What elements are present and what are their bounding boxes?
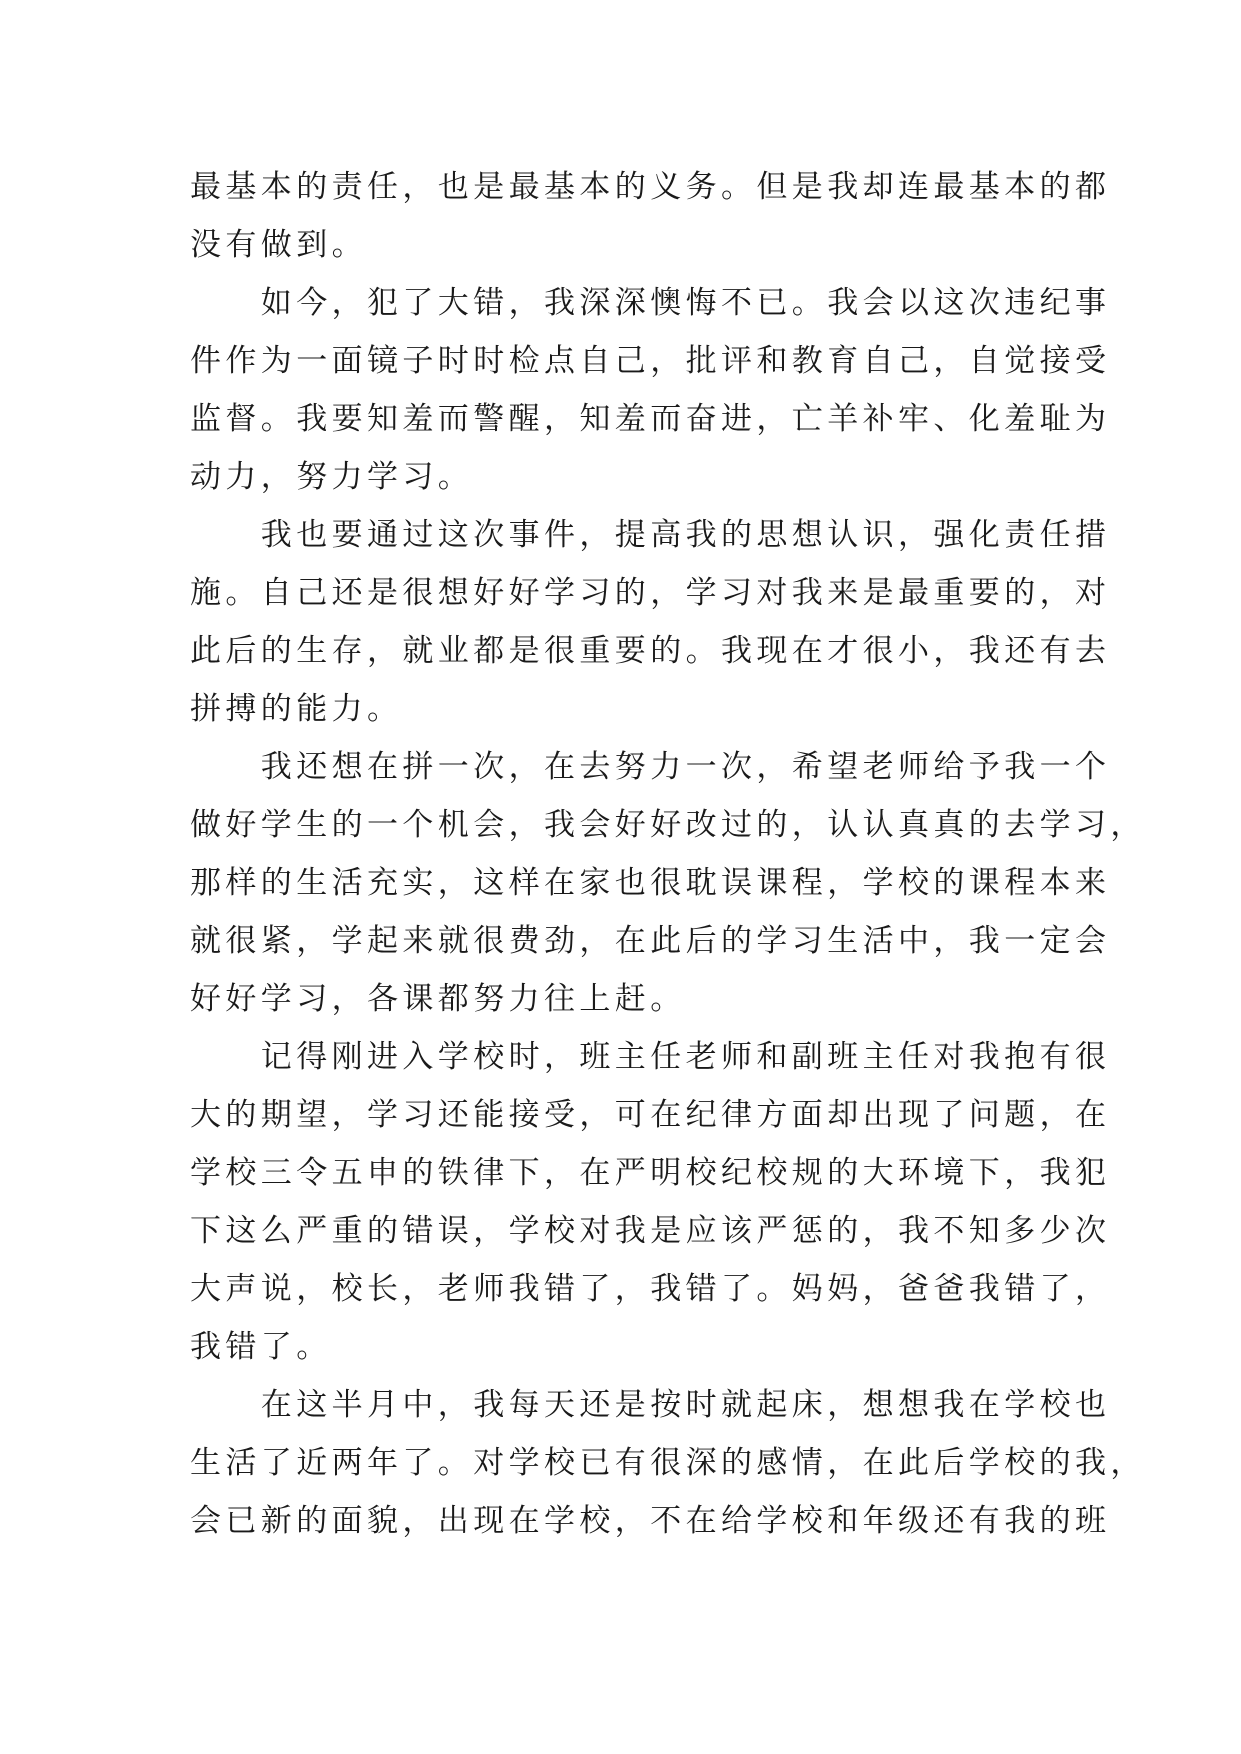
text-line: 我也要通过这次事件，提高我的思想认识，强化责任措 bbox=[190, 517, 1111, 553]
text-line: 好好学习，各课都努力往上赶。 bbox=[190, 981, 686, 1017]
text-line: 最基本的责任，也是最基本的义务。但是我却连最基本的都 bbox=[190, 169, 1111, 205]
document-body bbox=[190, 158, 1146, 1550]
text-line: 记得刚进入学校时，班主任老师和副班主任对我抱有很 bbox=[190, 1039, 1111, 1075]
text-line: 件作为一面镜子时时检点自己，批评和教育自己，自觉接受 bbox=[190, 343, 1111, 379]
text-line: 没有做到。 bbox=[190, 227, 367, 263]
text-line: 施。自己还是很想好好学习的，学习对我来是最重要的，对 bbox=[190, 575, 1111, 611]
text-line: 就很紧，学起来就很费劲，在此后的学习生活中，我一定会 bbox=[190, 923, 1111, 959]
text-line: 生活了近两年了。对学校已有很深的感情，在此后学校的我， bbox=[190, 1445, 1146, 1481]
text-line: 如今，犯了大错，我深深懊悔不已。我会以这次违纪事 bbox=[190, 285, 1111, 321]
text-line: 此后的生存，就业都是很重要的。我现在才很小，我还有去 bbox=[190, 633, 1111, 669]
text-line: 那样的生活充实，这样在家也很耽误课程，学校的课程本来 bbox=[190, 865, 1111, 901]
text-line: 学校三令五申的铁律下，在严明校纪校规的大环境下，我犯 bbox=[190, 1155, 1111, 1191]
text-line: 监督。我要知羞而警醒，知羞而奋进，亡羊补牢、化羞耻为 bbox=[190, 401, 1111, 437]
text-line: 下这么严重的错误，学校对我是应该严惩的，我不知多少次 bbox=[190, 1213, 1111, 1249]
text-line: 大的期望，学习还能接受，可在纪律方面却出现了问题，在 bbox=[190, 1097, 1111, 1133]
text-line: 会已新的面貌，出现在学校，不在给学校和年级还有我的班 bbox=[190, 1503, 1111, 1539]
text-line: 拼搏的能力。 bbox=[190, 691, 403, 727]
text-line: 大声说，校长，老师我错了，我错了。妈妈，爸爸我错了， bbox=[190, 1271, 1111, 1307]
text-line: 我还想在拼一次，在去努力一次，希望老师给予我一个 bbox=[190, 749, 1111, 785]
text-line: 在这半月中，我每天还是按时就起床，想想我在学校也 bbox=[190, 1387, 1111, 1423]
text-line: 我错了。 bbox=[190, 1329, 332, 1365]
text-line: 做好学生的一个机会，我会好好改过的，认认真真的去学习， bbox=[190, 807, 1146, 843]
text-line: 动力，努力学习。 bbox=[190, 459, 474, 495]
